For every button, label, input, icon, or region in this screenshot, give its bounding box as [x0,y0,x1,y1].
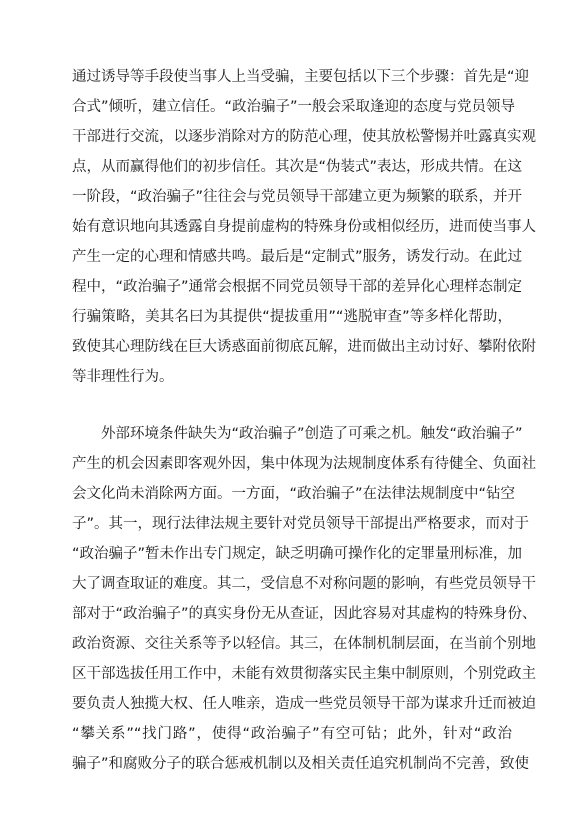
paragraph-line: 要负责人独揽大权、任人唯亲，造成一些党员领导干部为谋求升迁而被迫 [72,696,536,712]
paragraph-line: 产生的机会因素即客观外因，集中体现为法规制度体系有待健全、负面社 [72,456,536,472]
paragraph-line: 合式”倾听，建立信任。“政治骗子”一般会采取逢迎的态度与党员领导 [72,99,516,115]
paragraph-line: 干部进行交流，以逐步消除对方的防范心理，使其放松警惕并吐露真实观 [72,129,536,145]
paragraph-line: 子”。其一，现行法律法规主要针对党员领导干部提出严格要求，而对于 [72,516,530,532]
paragraph-line: 区干部选拔任用工作中，未能有效贯彻落实民主集中制原则，个别党政主 [72,666,536,682]
paragraph-line: 骗子”和腐败分子的联合惩戒机制以及相关责任追究机制尚不完善，致使 [72,756,530,772]
paragraph-1 [72,62,536,392]
paragraph-line: 会文化尚未消除两方面。一方面，“政治骗子”在法律法规制度中“钻空 [72,486,516,502]
paragraph-line: “攀关系”“找门路”，使得“政治骗子”有空可钻；此外，针对“政治 [72,726,512,742]
paragraph-line: 政治资源、交往关系等予以轻信。其三，在体制机制层面，在当前个别地 [72,636,536,652]
paragraph-line: 一阶段，“政治骗子”往往会与党员领导干部建立更为频繁的联系，并开 [72,189,523,205]
paragraph-line: 部对于“政治骗子”的真实身份无从查证，因此容易对其虚构的特殊身份、 [72,606,537,622]
paragraph-line: “政治骗子”暂未作出专门规定，缺乏明确可操作化的定罪量刑标准，加 [72,546,523,562]
paragraph-line: 致使其心理防线在巨大诱惑面前彻底瓦解，进而做出主动讨好、攀附依附 [72,339,536,355]
paragraph-line: 产生一定的心理和情感共鸣。最后是“定制式”服务，诱发行动。在此过 [72,249,523,265]
paragraph-line: 外部环境条件缺失为“政治骗子”创造了可乘之机。触发“政治骗子” [72,426,523,442]
paragraph-line: 通过诱导等手段使当事人上当受骗，主要包括以下三个步骤：首先是“迎 [72,69,530,85]
paragraph-line: 程中，“政治骗子”通常会根据不同党员领导干部的差异化心理样态制定 [72,279,523,295]
paragraph-line: 点，从而赢得他们的初步信任。其次是“伪装式”表达，形成共情。在这 [72,159,523,175]
paragraph-line: 始有意识地向其透露自身提前虚构的特殊身份或相似经历，进而使当事人 [72,219,536,235]
paragraph-2 [72,419,537,779]
paragraph-line: 大了调查取证的难度。其二，受信息不对称问题的影响，有些党员领导干 [72,576,536,592]
paragraph-line: 行骗策略，美其名曰为其提供“提拔重用”“逃脱审查”等多样化帮助， [72,309,512,325]
paragraph-line: 等非理性行为。 [72,369,174,385]
